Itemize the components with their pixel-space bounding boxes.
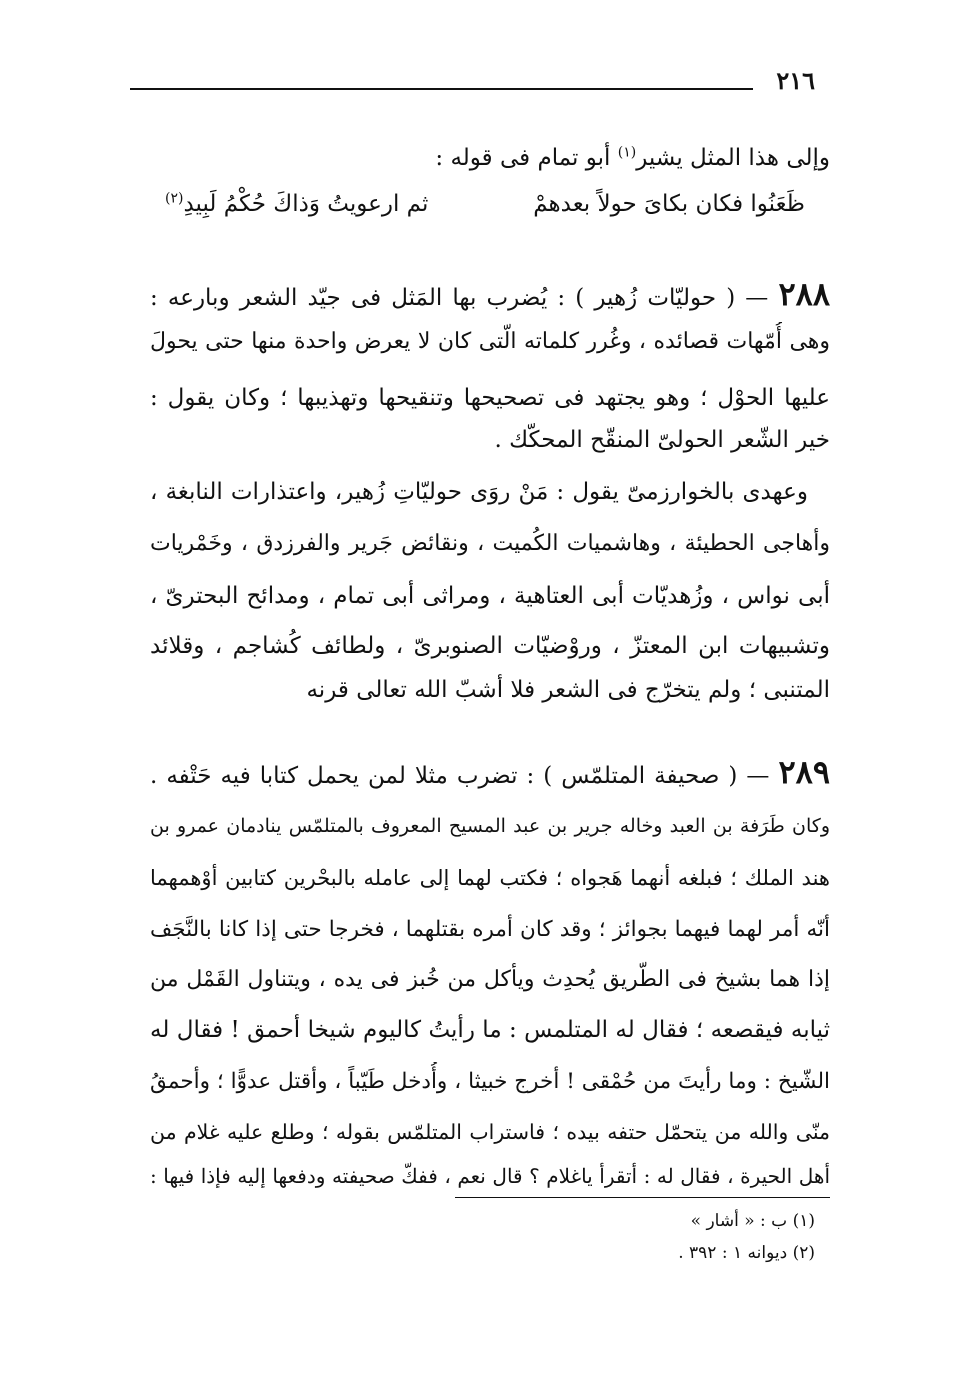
entry-288-line-5: وعهدى بالخوارزمىّ يقول : مَنْ روَى حوليّاتِ زُهير، واعتذارات النابغة ، [150, 479, 808, 505]
entry-289-line-4: أنّه أمر لهما فيهما بجوائز ؛ وقد كان أمره بقتلهما ، فخرجا حتى إذا كانا بالنَّجَف [150, 917, 830, 942]
entry-289-number: ٢٨٩ [778, 753, 830, 791]
entry-289-line-5: إذا هما بشيخ فى الطّريق يُحدِث ويأكل من خُبز فى يده ، ويتناول القَمْل من [150, 967, 830, 992]
entry-288-line-1 [150, 274, 830, 318]
header-rule [130, 88, 753, 90]
entry-288-line-4: خير الشّعر الحولىّ المنقّح المحكّك . [494, 427, 830, 453]
entry-288-line-3: عليها الحوْل ؛ وهو يجتهد فى تصحيحها وتنقيحها وتهذيبها ؛ وكان يقول : [150, 385, 830, 411]
entry-288-number: ٢٨٨ [778, 275, 830, 313]
poem-verse [165, 184, 805, 224]
entry-288-line-2: وهى أُمّهات قصائده ، وغُرر كلماته الّتى كان لا يعرض واحدة منها حتى يحولَ [150, 329, 830, 354]
entry-289-line-9: أهل الحيرة ، فقال له : أتقرأ ياغلام ؟ قال نعم ، ففكّ صحيفته ودفعها إليه فإذا فيها : [150, 1164, 830, 1188]
page-number: ٢١٦ [776, 66, 815, 95]
entry-289-line-1 [150, 752, 830, 796]
entry-288-line-9: المتنبى ؛ ولم يتخرّج فى الشعر فلا أشبّ الله تعالى قرنه [306, 677, 830, 703]
verse-second-hemistich [165, 184, 428, 224]
entry-289-heading: — ( صحيفة المتلمّس ) : تضرب مثلا لمن يحمل كتابا فيه حَتْفه . [150, 763, 770, 789]
footnote-mark-2: (٢) [165, 190, 184, 207]
entry-288-line-8: وتشبيهات ابن المعتزّ ، وروْضيّات الصنوبرىّ ، ولطائف كُشاجم ، وقلائد [150, 633, 830, 659]
entry-289-line-3: هند الملك ؛ فبلغه أنهما هَجواه ؛ فكتب لهما إلى عامله بالبحْرين كتابين أوْهمهما [150, 866, 830, 890]
entry-288-line-6: وأهاجى الحطيئة ، وهاشميات الكُميت ، ونقائض جَرير والفرزدق ، وخَمْريات [150, 531, 830, 556]
entry-289-line-8: منّى والله من يتحمّل حتفه بيده ؛ فاستراب المتلمّس بقوله ؛ وطلع عليه غلام من [150, 1120, 830, 1144]
footnote-mark-1: (١) [617, 144, 637, 161]
intro-text: وإلى هذا المثل يشير [636, 145, 830, 171]
intro-text-rest: أبو تمام فى قوله : [435, 145, 611, 171]
entry-289-line-6: ثيابه فيقصعه ؛ فقال له المتلمس : ما رأيتُ كاليوم شيخا أحمق ! فقال له [150, 1017, 830, 1043]
entry-289-line-2: وكان طَرَفة بن العبد وخاله جرير بن عبد المسيح المعروف بالمتلمّس ينادمان عمرو بن [150, 815, 830, 837]
entry-288-heading: — ( حوليّات زُهير ) : يُضرب بها المَثل فى جيّد الشعر وبارعه : [150, 285, 769, 311]
footnote-rule [455, 1197, 830, 1198]
page-header [130, 68, 815, 96]
entry-289-line-7: الشّيخ : وما رأيتَ من حُمْقى ! أخرج خبيثا ، وأُدخل طَيّباً ، وأقتل عدوًّا ؛ وأحمقُ [150, 1069, 830, 1094]
entry-288-line-7: أبى نواس ، وزُهديّات أبى العتاهية ، ومراثى أبى تمام ، ومدائح البحترىّ ، [150, 583, 830, 609]
footnote-2: (٢) ديوانه ١ : ٣٩٢ . [678, 1243, 815, 1263]
verse-first-hemistich: ظَعَنُوا فكان بكاىَ حولاً بعدهمْ [533, 191, 805, 217]
footnote-1: (١) ب : « أشار » [690, 1211, 815, 1231]
intro-line [150, 138, 830, 178]
verse-second-text: ثم ارعويتُ وَذاكَ حُكْمُ لَبِيدِ [183, 191, 429, 217]
